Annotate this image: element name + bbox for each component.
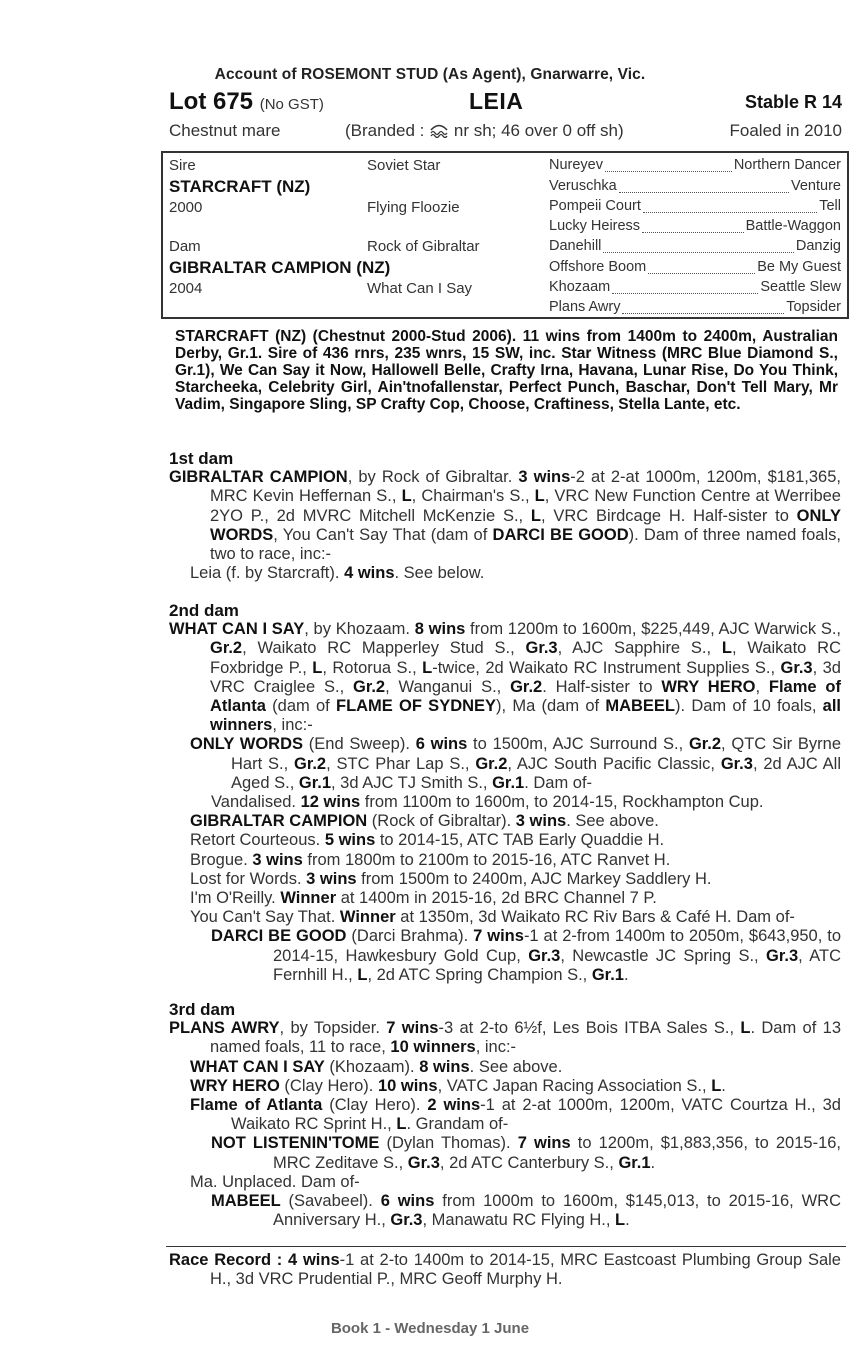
race-record-text: -1 at 2-to 1400m to 2014-15, MRC Eastcoast Plumbing Group Sale H., 3d VRC Prudential P., MRC Geoff Murphy H. <box>210 1251 841 1289</box>
progeny-entry: I'm O'Reilly. Winner at 1400m in 2015-16, 2d BRC Channel 7 P. <box>190 889 657 908</box>
g3-row <box>549 299 841 319</box>
third-dam-paragraph: PLANS AWRY, by Topsider. 7 wins-3 at 2-to 6½f, Les Bois ITBA Sales S., L. Dam of 13 named foals, 11 to race, 10 winners, inc:- <box>169 1019 842 1057</box>
g3-row <box>549 218 841 238</box>
second-dam-heading: 2nd dam <box>169 601 239 620</box>
progeny-entry: WHAT CAN I SAY (Khozaam). 8 wins. See above. <box>190 1057 563 1076</box>
branding-suffix: nr sh; 46 over 0 off sh) <box>453 121 624 140</box>
g3-row <box>549 259 841 279</box>
sire-label: Sire <box>169 157 196 174</box>
text: ). Dam of three named foals, two to race, inc:- <box>210 525 841 564</box>
sire-year: 2000 <box>169 199 203 216</box>
g3-sire: Battle-Waggon <box>745 218 841 234</box>
page-footer: Book 1 - Wednesday 1 June <box>330 1320 530 1337</box>
text: , by Rock of Gibraltar. <box>347 468 519 487</box>
brand-mark-icon <box>429 122 449 138</box>
listed-mark: L <box>534 487 545 506</box>
branding-prefix: (Branded : <box>345 121 425 140</box>
lot-number <box>169 88 324 116</box>
first-dam-paragraph <box>169 468 841 564</box>
g3-row <box>549 157 841 177</box>
leader-dots <box>642 218 744 233</box>
lot-label: Lot 675 <box>169 88 254 115</box>
g3-ancestor: Nureyev <box>549 157 603 173</box>
progeny-entry: Retort Courteous. 5 wins to 2014-15, ATC TAB Early Quaddie H. <box>190 831 665 850</box>
foaled-year: Foaled in 2010 <box>729 121 842 140</box>
g3-ancestor: Lucky Heiress <box>549 218 641 234</box>
progeny-entry: NOT LISTENIN'TOME (Dylan Thomas). 7 wins to 1200m, $1,883,356, to 2015-16, MRC Zeditave S., Gr.3, 2d ATC Canterbury S., Gr.1. <box>211 1134 842 1172</box>
listed-mark: L <box>401 487 412 506</box>
g3-sire: Seattle Slew <box>760 279 841 295</box>
sire-sire: Soviet Star <box>367 157 441 174</box>
leader-dots <box>612 279 758 294</box>
g3-ancestor: Pompeii Court <box>549 198 641 214</box>
lot-header <box>169 88 842 118</box>
branding <box>345 121 624 141</box>
dam-name: GIBRALTAR CAMPION (NZ) <box>169 258 391 277</box>
wins: 4 wins <box>344 564 395 583</box>
progeny-entry: Vandalised. 12 wins from 1100m to 1600m, to 2014-15, Rockhampton Cup. <box>211 793 764 812</box>
race-record-paragraph <box>169 1251 841 1289</box>
text: , You Can't Say That (dam of <box>273 525 493 544</box>
progeny-entry: You Can't Say That. Winner at 1350m, 3d Waikato RC Riv Bars & Café H. Dam of- <box>190 908 795 927</box>
sire-summary: STARCRAFT (NZ) (Chestnut 2000-Stud 2006). 11 wins from 1400m to 2400m, Australian Derby, Gr.1. Sire of 436 rnrs, 235 wnrs, 15 SW, inc. Star Witness (MRC Blue Diamond S., Gr.1), We Can Say it Now, Hallowell Belle, Crafty Irna, Havana, Lunar Rise, Do You Think, Starcheeka, Celebrity Girl, Ain'tnofallenstar, Perfect Punch, Baschar, Don't Tell Mary, Mr Vadim, Singapore Sling, SP Crafty Cop, Choose, Craftiness, Stella Lante, etc. <box>175 328 838 413</box>
g3-row <box>549 279 841 299</box>
vendor-line: Account of ROSEMONT STUD (As Agent), Gnarwarre, Vic. <box>214 66 646 83</box>
text: , VRC Birdcage H. Half-sister to <box>541 506 797 525</box>
progeny-entry: Brogue. 3 wins from 1800m to 2100m to 2015-16, ATC Ranvet H. <box>190 850 671 869</box>
listed-mark: L <box>530 506 541 525</box>
progeny-entry: ONLY WORDS (End Sweep). 6 wins to 1500m, AJC Surround S., Gr.2, QTC Sir Byrne Hart S., Gr.2, STC Phar Lap S., Gr.2, AJC South Pacific Classic, Gr.3, 2d AJC All Aged S., Gr.1, 3d AJC TJ Smith S., Gr.1. Dam of- <box>190 735 842 792</box>
sibling: ONLY WORDS <box>210 506 841 544</box>
progeny-entry: MABEEL (Savabeel). 6 wins from 1000m to 1600m, $145,013, to 2015-16, WRC Anniversary H., Gr.3, Manawatu RC Flying H., L. <box>211 1192 842 1230</box>
colour-sex: Chestnut mare <box>169 121 281 140</box>
race-record <box>169 1251 841 1289</box>
third-dam-section <box>169 1000 841 1230</box>
leader-dots <box>622 299 784 314</box>
dam-dam: What Can I Say <box>367 280 473 297</box>
g3-ancestor: Veruschka <box>549 178 617 194</box>
leader-dots <box>619 178 789 193</box>
sibling: DARCI BE GOOD <box>492 525 629 544</box>
leader-dots <box>603 238 793 253</box>
first-dam-heading: 1st dam <box>169 449 234 468</box>
progeny-entry: Lost for Words. 3 wins from 1500m to 2400m, AJC Markey Saddlery H. <box>190 869 712 888</box>
leader-dots <box>643 198 817 213</box>
horse-description <box>169 121 842 143</box>
progeny-entry: Flame of Atlanta (Clay Hero). 2 wins-1 at 2-at 1000m, 1200m, VATC Courtza H., 3d Waikato RC Sprint H., L. Grandam of- <box>190 1096 841 1134</box>
g3-sire: Venture <box>791 178 841 194</box>
first-dam-section <box>169 449 841 583</box>
pedigree-table <box>161 151 849 319</box>
section-divider <box>166 1246 846 1247</box>
progeny-entry: WRY HERO (Clay Hero). 10 wins, VATC Japan Racing Association S., L. <box>190 1076 726 1095</box>
race-record-label: Race Record : 4 wins <box>169 1251 340 1269</box>
g3-ancestor: Plans Awry <box>549 299 621 315</box>
stable-number: Stable R 14 <box>744 92 842 112</box>
leader-dots <box>605 157 732 172</box>
g3-row <box>549 238 841 258</box>
progeny-entry: DARCI BE GOOD (Darci Brahma). 7 wins-1 at 2-from 1400m to 2050m, $643,950, to 2014-15, Hawkesbury Gold Cup, Gr.3, Newcastle JC Spring S., Gr.3, ATC Fernhill H., L, 2d ATC Spring Champion S., Gr.1. <box>211 927 842 984</box>
g3-row <box>549 198 841 218</box>
sire-dam: Flying Floozie <box>367 199 460 216</box>
progeny-entry: GIBRALTAR CAMPION (Rock of Gibraltar). 3 wins. See above. <box>190 812 659 831</box>
g3-row <box>549 178 841 198</box>
wins: 3 wins <box>518 468 571 487</box>
dam-sire: Rock of Gibraltar <box>367 238 480 255</box>
g3-sire: Tell <box>819 198 841 214</box>
third-dam-heading: 3rd dam <box>169 1000 236 1019</box>
dam-label: Dam <box>169 238 201 255</box>
dam-year: 2004 <box>169 280 203 297</box>
progeny-entry <box>169 564 841 583</box>
g3-sire: Be My Guest <box>757 259 841 275</box>
sire-name: STARCRAFT (NZ) <box>169 177 311 196</box>
g3-sire: Topsider <box>786 299 841 315</box>
g3-ancestor: Khozaam <box>549 279 611 295</box>
text: -2 at 2-at 1000m, 1200m, $181,365, MRC Kevin Heffernan S., <box>210 468 841 506</box>
horse-name: LEIA <box>469 88 524 114</box>
progeny-entry: Ma. Unplaced. Dam of- <box>190 1172 360 1191</box>
second-dam-section <box>169 601 841 985</box>
dam-name: GIBRALTAR CAMPION <box>169 468 348 487</box>
second-dam-paragraph: WHAT CAN I SAY, by Khozaam. 8 wins from 1200m to 1600m, $225,449, AJC Warwick S., Gr.2, Waikato RC Mapperley Stud S., Gr.3, AJC Sapphire S., L, Waikato RC Foxbridge P., L, Rotorua S., L-twice, 2d Waikato RC Instrument Supplies S., Gr.3, 3d VRC Craiglee S., Gr.2, Wanganui S., Gr.2. Half-sister to WRY HERO, Flame of Atlanta (dam of FLAME OF SYDNEY), Ma (dam of MABEEL). Dam of 10 foals, all winners, inc:- <box>169 620 842 735</box>
g3-ancestor: Offshore Boom <box>549 259 647 275</box>
text: Leia (f. by Starcraft). <box>190 564 345 583</box>
g3-sire: Northern Dancer <box>733 157 841 173</box>
text: , Chairman's S., <box>411 487 535 506</box>
leader-dots <box>648 259 755 274</box>
g3-sire: Danzig <box>795 238 841 254</box>
g3-ancestor: Danehill <box>549 238 602 254</box>
text: , VRC New Function Centre at Werribee 2YO P., 2d MVRC Mitchell McKenzie S., <box>210 487 841 525</box>
text: . See below. <box>394 564 485 583</box>
gst-note: (No GST) <box>259 96 324 113</box>
